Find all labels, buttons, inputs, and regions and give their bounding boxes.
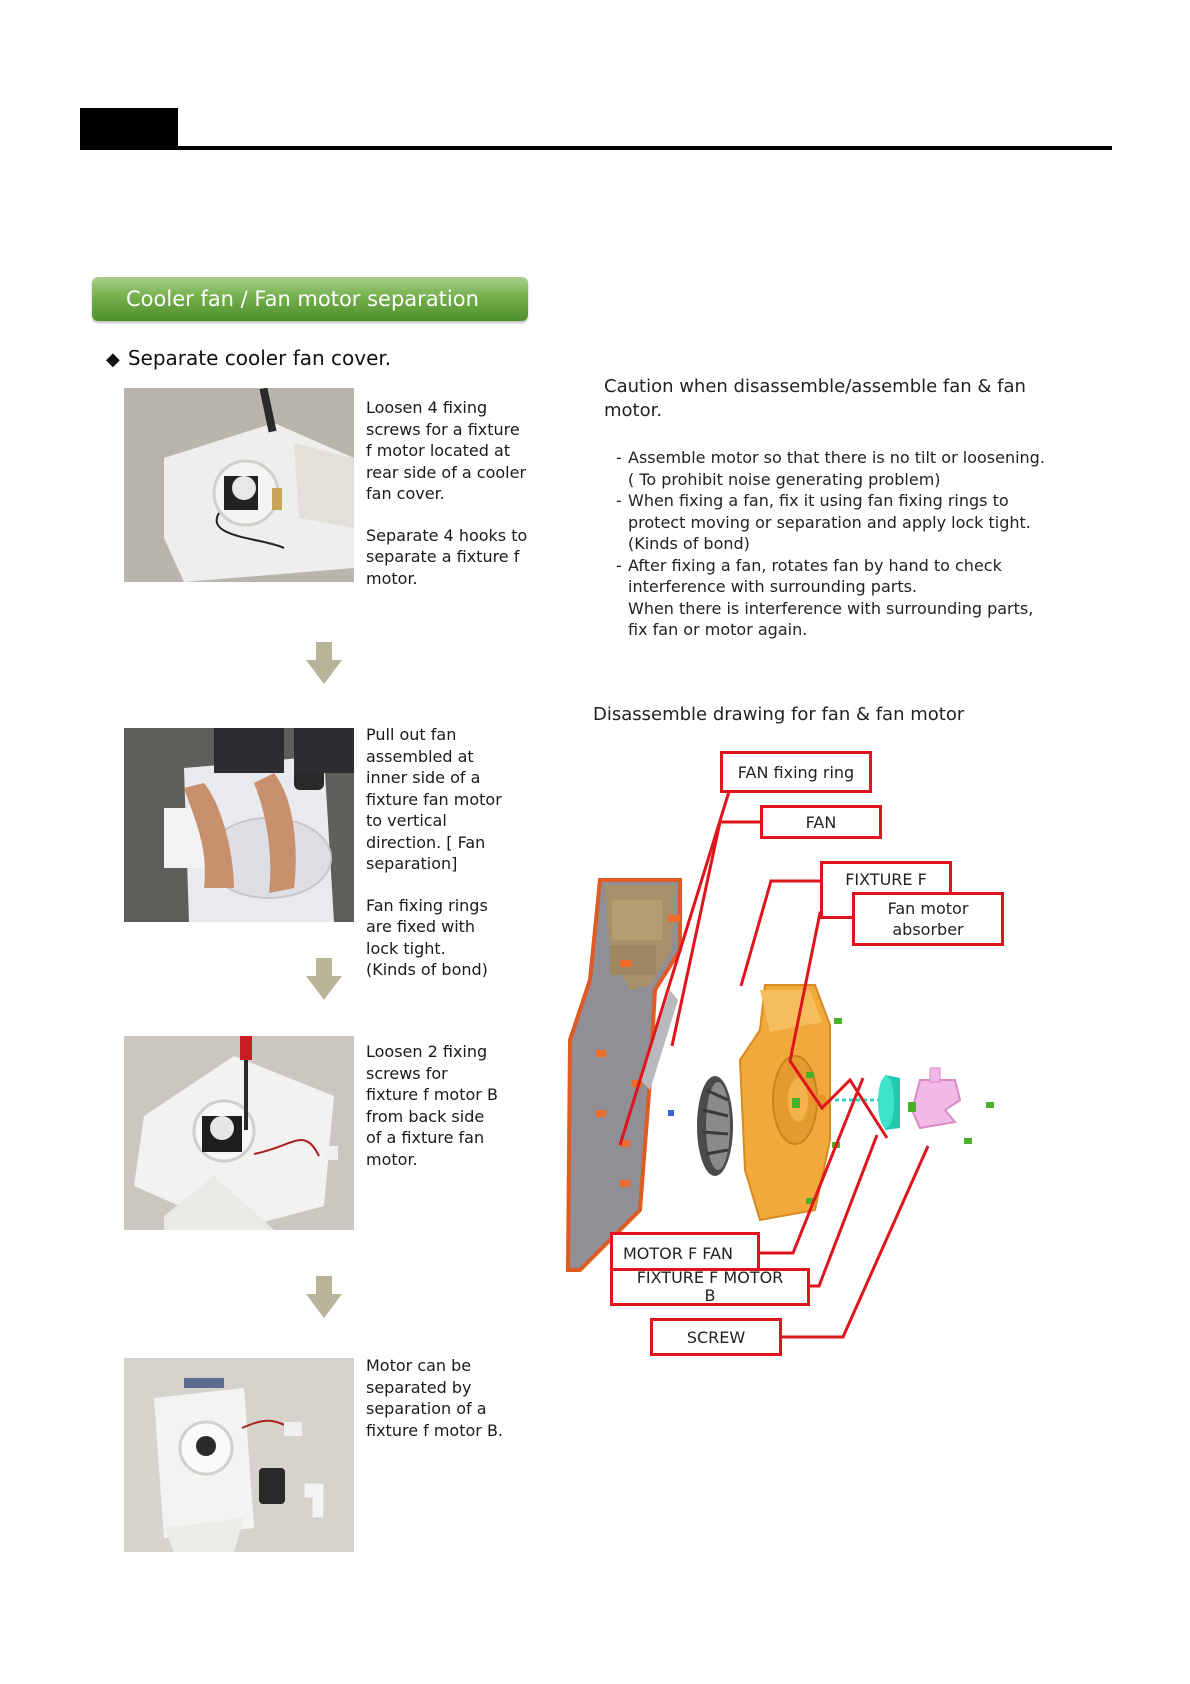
step-3-text [366,1041,546,1190]
intro-line [106,346,391,370]
step-4-photo [124,1358,354,1552]
caution-item-text: Assemble motor so that there is no tilt or loosening. ( To prohibit noise generating problem) [628,448,1045,489]
step-2-paragraph-1: Pull out fan assembled at inner side of a fixture fan motor to vertical direction. [ Fan separation] [366,725,502,873]
step-1-photo [124,388,354,582]
step-3-photo [124,1036,354,1230]
intro-text: Separate cooler fan cover. [127,346,392,370]
diamond-bullet-icon: ◆ [106,349,120,370]
step-3-paragraph-1: Loosen 2 fixing screws for fixture f motor B from back side of a fixture fan motor. [366,1042,498,1169]
caution-item: - After fixing a fan, rotates fan by hand to check interference with surrounding parts. When there is interference with surrounding parts, fix fan or motor again. [616,555,1034,639]
caution-item-text: When fixing a fan, fix it using fan fixing rings to protect moving or separation and apply lock tight. (Kinds of bond) [628,491,1031,553]
caution-item: - When fixing a fan, fix it using fan fixing rings to protect moving or separation and apply lock tight. (Kinds of bond) [616,491,1031,553]
exploded-drawing-svg [560,750,1080,1470]
drawing-title: Disassemble drawing for fan & fan motor [593,704,965,725]
caution-item: - Assemble motor so that there is no tilt or loosening. ( To prohibit noise generating problem) [616,448,1045,489]
exploded-drawing [560,750,1080,1470]
step-4-text [366,1355,546,1461]
step-4-paragraph-1: Motor can be separated by separation of a fixture f motor B. [366,1356,503,1440]
label-motor-f-fan: MOTOR F FAN [610,1232,760,1274]
caution-item-text: After fixing a fan, rotates fan by hand to check interference with surrounding parts. When there is interference with surrounding parts, fix fan or motor again. [628,555,1034,639]
step-2-text [366,724,546,1001]
down-arrow-icon [306,642,342,684]
step-1-paragraph-2: Separate 4 hooks to separate a fixture f motor. [366,525,528,588]
label-fan-fixing-ring: FAN fixing ring [720,751,872,793]
label-fan: FAN [760,805,882,839]
section-title: Cooler fan / Fan motor separation [92,277,528,321]
step-1-paragraph-1: Loosen 4 fixing screws for a fixture f motor located at rear side of a cooler fan cover. [366,398,527,503]
caution-title: Caution when disassemble/assemble fan & fan motor. [604,376,1026,421]
step-2-paragraph-2: Fan fixing rings are fixed with lock tight. (Kinds of bond) [366,895,488,979]
caution-list [616,447,1096,641]
step-2-photo [124,728,354,922]
down-arrow-icon [306,1276,342,1318]
label-fixture-f-motor: FIXTURE F [820,861,952,919]
down-arrow-icon [306,958,342,1000]
header-block [80,108,178,150]
step-1-text [366,397,546,609]
header-rule [80,146,1112,150]
label-screw: SCREW [650,1318,782,1356]
label-fan-motor-absorber: Fan motor absorber [852,892,1004,946]
label-fixture-f-motor-b: FIXTURE F MOTOR B [610,1268,810,1306]
